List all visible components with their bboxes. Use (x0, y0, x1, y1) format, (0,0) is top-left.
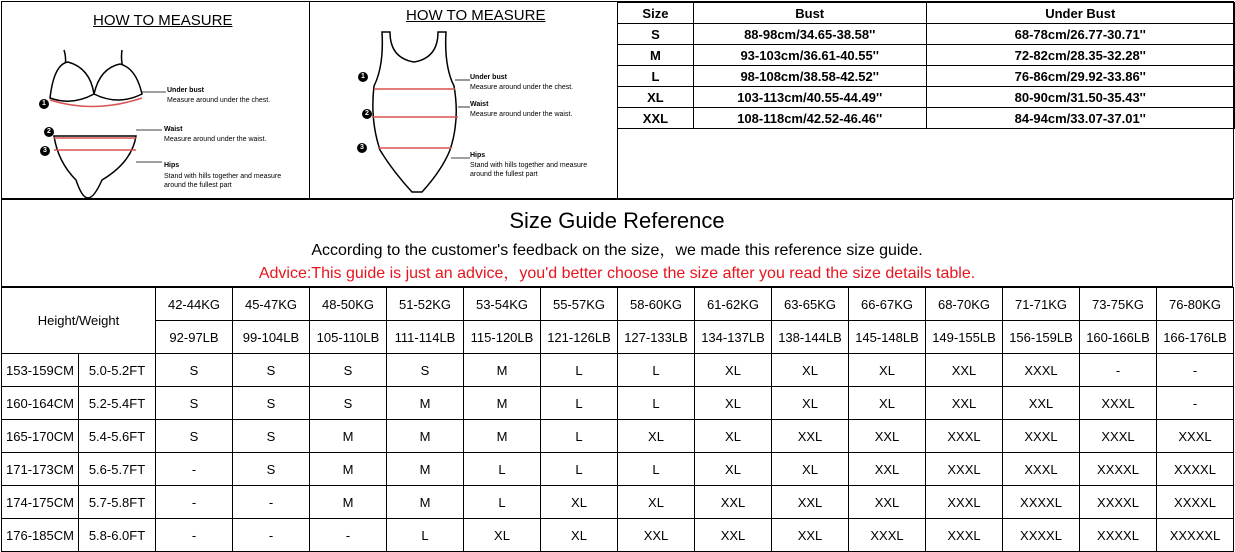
lb-header: 156-159LB (1003, 321, 1080, 354)
size-cell: XXL (849, 453, 926, 486)
table-row (618, 24, 1235, 45)
size-cell: XL (695, 420, 772, 453)
size-cell: XXL (849, 420, 926, 453)
size-cell: S (156, 387, 233, 420)
size-cell: M (464, 354, 541, 387)
under-bust-cell: 80-90cm/31.50-35.43'' (926, 87, 1234, 108)
size-cell: S (233, 453, 310, 486)
size-cell: XL (695, 354, 772, 387)
kg-header: 68-70KG (926, 288, 1003, 321)
size-cell: XL (772, 387, 849, 420)
step-number-badge: 1 (39, 99, 49, 109)
size-cell: S (233, 387, 310, 420)
size-cell: XXL (849, 486, 926, 519)
size-cell: S (156, 354, 233, 387)
kg-header: 48-50KG (310, 288, 387, 321)
size-cell: - (1157, 387, 1234, 420)
step-number-badge: 1 (358, 72, 368, 82)
size-cell: XXL (772, 519, 849, 552)
height-ft-cell: 5.0-5.2FT (79, 354, 156, 387)
step-number-badge: 3 (40, 146, 50, 156)
size-cell: XXXL (1080, 420, 1157, 453)
height-weight-corner: Height/Weight (2, 288, 156, 354)
table-row (2, 519, 1234, 552)
under-bust-cell: 84-94cm/33.07-37.01'' (926, 108, 1234, 129)
kg-header: 53-54KG (464, 288, 541, 321)
size-cell: XL (772, 354, 849, 387)
size-cell: XL (772, 453, 849, 486)
height-ft-cell: 5.8-6.0FT (79, 519, 156, 552)
kg-header: 61-62KG (695, 288, 772, 321)
size-cell: S (156, 420, 233, 453)
lb-header: 134-137LB (695, 321, 772, 354)
size-cell: M (310, 453, 387, 486)
size-cell: M (387, 453, 464, 486)
size-cell: XXXL (849, 519, 926, 552)
lb-header: 127-133LB (618, 321, 695, 354)
size-cell: S (310, 387, 387, 420)
step-name: Under bust (470, 74, 507, 81)
size-cell: M (310, 486, 387, 519)
step-name: Waist (164, 126, 183, 133)
size-cell: S (233, 354, 310, 387)
size-cell: L (618, 387, 695, 420)
size-cell: XL (541, 519, 618, 552)
size-cell: XL (695, 453, 772, 486)
size-cell: XXXXL (1003, 486, 1080, 519)
height-cm-cell: 171-173CM (2, 453, 79, 486)
size-cell: S (618, 24, 694, 45)
table-row (618, 87, 1235, 108)
size-cell: XL (695, 387, 772, 420)
size-cell: - (233, 486, 310, 519)
size-cell: M (618, 45, 694, 66)
size-cell: XL (618, 486, 695, 519)
size-cell: XXXL (1080, 387, 1157, 420)
size-header: Size (618, 3, 694, 24)
under-bust-cell: 72-82cm/28.35-32.28'' (926, 45, 1234, 66)
size-cell: XXXXL (1080, 453, 1157, 486)
size-cell: XXXL (1003, 354, 1080, 387)
size-cell: XXL (695, 519, 772, 552)
step-name: Waist (470, 101, 489, 108)
kg-header: 45-47KG (233, 288, 310, 321)
size-cell: L (541, 387, 618, 420)
size-cell: XXXL (926, 420, 1003, 453)
size-cell: XXXXXL (1157, 519, 1234, 552)
size-guide-header (1, 199, 1233, 287)
step-desc: around the fullest part (470, 171, 538, 178)
bust-cell: 88-98cm/34.65-38.58'' (693, 24, 926, 45)
bust-header: Bust (693, 3, 926, 24)
height-weight-table (1, 287, 1234, 552)
lb-header: 92-97LB (156, 321, 233, 354)
size-cell: L (387, 519, 464, 552)
size-cell: XL (464, 519, 541, 552)
lb-header: 121-126LB (541, 321, 618, 354)
under-bust-header: Under Bust (926, 3, 1234, 24)
height-cm-cell: 153-159CM (2, 354, 79, 387)
swimsuit-illustration (310, 2, 619, 200)
height-weight-rows (2, 354, 1234, 552)
size-cell: XXL (618, 108, 694, 129)
size-cell: XXXXL (1080, 486, 1157, 519)
size-cell: L (541, 354, 618, 387)
step-name: Hips (470, 152, 486, 159)
step-desc: Stand with hills together and measure (470, 162, 588, 169)
step-number-badge: 2 (362, 109, 372, 119)
size-cell: L (464, 486, 541, 519)
size-cell: L (618, 66, 694, 87)
step-desc: Stand with hills together and measure (164, 173, 282, 180)
lb-header: 145-148LB (849, 321, 926, 354)
size-cell: XL (849, 354, 926, 387)
lb-header: 105-110LB (310, 321, 387, 354)
guide-subtitle: According to the customer's feedback on the size，we made this reference size guide. (311, 242, 923, 259)
height-cm-cell: 176-185CM (2, 519, 79, 552)
kg-header: 42-44KG (156, 288, 233, 321)
measure-panel-bikini (1, 1, 310, 199)
kg-header: 76-80KG (1157, 288, 1234, 321)
size-cell: XXXL (926, 453, 1003, 486)
step-name: Under bust (167, 87, 204, 94)
table-row (2, 486, 1234, 519)
step-desc: around the fullest part (164, 182, 232, 189)
under-bust-cell: 68-78cm/26.77-30.71'' (926, 24, 1234, 45)
bust-cell: 98-108cm/38.58-42.52'' (693, 66, 926, 87)
bust-cell: 108-118cm/42.52-46.46'' (693, 108, 926, 129)
height-cm-cell: 160-164CM (2, 387, 79, 420)
size-cell: L (541, 420, 618, 453)
table-row (618, 66, 1235, 87)
size-cell: XXL (618, 519, 695, 552)
table-row (618, 45, 1235, 66)
size-cell: XXL (1003, 387, 1080, 420)
size-cell: L (618, 354, 695, 387)
size-cell: - (156, 453, 233, 486)
step-desc: Measure around under the chest. (167, 97, 271, 104)
size-cell: L (618, 453, 695, 486)
table-row (2, 420, 1234, 453)
kg-header: 63-65KG (772, 288, 849, 321)
size-cell: M (464, 387, 541, 420)
size-cell: - (156, 486, 233, 519)
size-cell: M (310, 420, 387, 453)
lb-header: 111-114LB (387, 321, 464, 354)
size-cell: S (387, 354, 464, 387)
size-cell: - (1080, 354, 1157, 387)
measure-title: HOW TO MEASURE (93, 12, 233, 29)
size-cell: M (387, 387, 464, 420)
size-cell: XXXL (926, 486, 1003, 519)
size-cell: - (233, 519, 310, 552)
size-cell: S (310, 354, 387, 387)
kg-header: 73-75KG (1080, 288, 1157, 321)
size-cell: XL (849, 387, 926, 420)
size-cell: S (233, 420, 310, 453)
measure-title: HOW TO MEASURE (406, 7, 546, 24)
step-number-badge: 2 (44, 127, 54, 137)
step-desc: Measure around under the chest. (470, 84, 574, 91)
step-number-badge: 3 (357, 143, 367, 153)
size-cell: XXXL (1157, 420, 1234, 453)
size-cell: XXL (926, 354, 1003, 387)
bust-cell: 103-113cm/40.55-44.49'' (693, 87, 926, 108)
under-bust-cell: 76-86cm/29.92-33.86'' (926, 66, 1234, 87)
size-cell: L (541, 453, 618, 486)
size-cell: XXXXL (1157, 453, 1234, 486)
size-cell: XXXXL (1157, 486, 1234, 519)
height-cm-cell: 165-170CM (2, 420, 79, 453)
table-row (2, 354, 1234, 387)
step-name: Hips (164, 162, 180, 169)
lb-header: 149-155LB (926, 321, 1003, 354)
size-cell: M (387, 486, 464, 519)
height-ft-cell: 5.4-5.6FT (79, 420, 156, 453)
size-table-header (618, 3, 1235, 24)
size-cell: XL (618, 420, 695, 453)
size-cell: XXXXL (1003, 519, 1080, 552)
kg-header-row (2, 288, 1234, 321)
kg-header: 66-67KG (849, 288, 926, 321)
size-cell: XXXL (1003, 453, 1080, 486)
lb-header: 160-166LB (1080, 321, 1157, 354)
lb-header: 99-104LB (233, 321, 310, 354)
size-cell: XXL (926, 387, 1003, 420)
guide-title: Size Guide Reference (509, 208, 725, 233)
table-row (2, 387, 1234, 420)
guide-advice: Advice:This guide is just an advice，you'd better choose the size after you read the size details table. (258, 265, 976, 282)
lb-header: 138-144LB (772, 321, 849, 354)
height-ft-cell: 5.6-5.7FT (79, 453, 156, 486)
size-cell: XXL (772, 420, 849, 453)
step-desc: Measure around under the waist. (164, 136, 267, 143)
kg-header: 71-71KG (1003, 288, 1080, 321)
table-row (618, 108, 1235, 129)
size-cell: - (1157, 354, 1234, 387)
kg-header: 51-52KG (387, 288, 464, 321)
size-cell: XL (618, 87, 694, 108)
lb-header: 166-176LB (1157, 321, 1234, 354)
height-ft-cell: 5.2-5.4FT (79, 387, 156, 420)
size-cell: - (310, 519, 387, 552)
lb-header-row (2, 321, 1234, 354)
size-cell: XXXXL (1080, 519, 1157, 552)
size-cell: XXL (772, 486, 849, 519)
kg-header: 55-57KG (541, 288, 618, 321)
height-cm-cell: 174-175CM (2, 486, 79, 519)
step-desc: Measure around under the waist. (470, 111, 573, 118)
size-cell: M (464, 420, 541, 453)
size-cell: XXXL (1003, 420, 1080, 453)
measure-panel-swimsuit (309, 1, 618, 199)
size-cell: XXXL (926, 519, 1003, 552)
table-row (2, 453, 1234, 486)
lb-header: 115-120LB (464, 321, 541, 354)
kg-header: 58-60KG (618, 288, 695, 321)
size-cell: XL (541, 486, 618, 519)
size-table (617, 2, 1235, 129)
size-cell: M (387, 420, 464, 453)
size-cell: L (464, 453, 541, 486)
size-cell: - (156, 519, 233, 552)
height-ft-cell: 5.7-5.8FT (79, 486, 156, 519)
bust-cell: 93-103cm/36.61-40.55'' (693, 45, 926, 66)
size-cell: XXL (695, 486, 772, 519)
